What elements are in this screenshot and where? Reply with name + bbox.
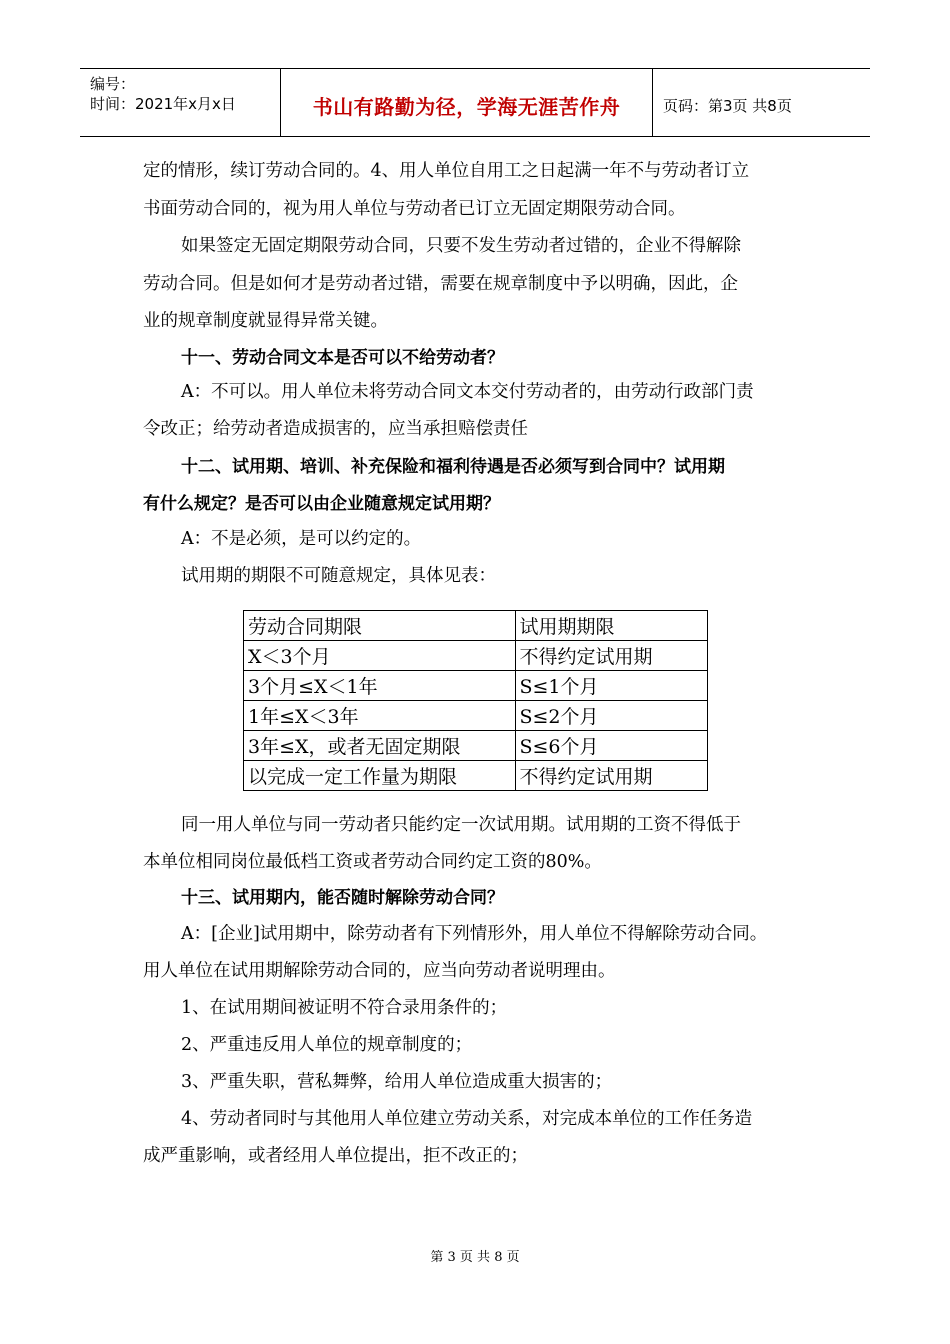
paragraph-line: 用人单位在试用期解除劳动合同的，应当向劳动者说明理由。 bbox=[143, 961, 616, 981]
document-header bbox=[80, 68, 870, 137]
header-motto-cell bbox=[281, 69, 653, 136]
table-row bbox=[244, 761, 708, 791]
table-cell: S≤2个月 bbox=[515, 701, 708, 731]
document-code: 编号： bbox=[90, 75, 136, 93]
table-cell: 以完成一定工作量为期限 bbox=[244, 761, 516, 791]
table-header-cell: 劳动合同期限 bbox=[244, 611, 516, 641]
list-item: 1、在试用期间被证明不符合录用条件的； bbox=[181, 998, 508, 1018]
table-cell: S≤1个月 bbox=[515, 671, 708, 701]
table-row bbox=[244, 641, 708, 671]
table-header-cell: 试用期期限 bbox=[515, 611, 708, 641]
header-page-cell bbox=[653, 69, 870, 136]
paragraph-line: 试用期的期限不可随意规定，具体见表： bbox=[181, 566, 496, 586]
section-heading: 十三、试用期内，能否随时解除劳动合同？ bbox=[181, 888, 504, 908]
paragraph-line: 劳动合同。但是如何才是劳动者过错，需要在规章制度中予以明确，因此，企 bbox=[143, 274, 738, 294]
list-item: 3、严重失职，营私舞弊，给用人单位造成重大损害的； bbox=[181, 1072, 613, 1092]
paragraph-line: 书面劳动合同的，视为用人单位与劳动者已订立无固定期限劳动合同。 bbox=[143, 199, 686, 219]
paragraph-line: 成严重影响，或者经用人单位提出，拒不改正的； bbox=[143, 1146, 528, 1166]
paragraph-line: A：[企业]试用期中，除劳动者有下列情形外，用人单位不得解除劳动合同。 bbox=[181, 924, 768, 944]
table-row bbox=[244, 671, 708, 701]
table-header-row bbox=[244, 611, 708, 641]
list-item: 2、严重违反用人单位的规章制度的； bbox=[181, 1035, 473, 1055]
document-date: 时间：2021年x月x日 bbox=[90, 95, 236, 113]
table-row bbox=[244, 731, 708, 761]
paragraph-line: 本单位相同岗位最低档工资或者劳动合同约定工资的80%。 bbox=[143, 852, 602, 872]
table-cell: S≤6个月 bbox=[515, 731, 708, 761]
header-page-info: 页码：第3页 共8页 bbox=[663, 97, 792, 115]
table-row bbox=[244, 701, 708, 731]
paragraph-line: A：不是必须，是可以约定的。 bbox=[181, 529, 422, 549]
table-cell: X＜3个月 bbox=[244, 641, 516, 671]
probation-period-table bbox=[243, 610, 708, 791]
paragraph-line: 定的情形，续订劳动合同的。4、用人单位自用工之日起满一年不与劳动者订立 bbox=[143, 161, 750, 181]
paragraph-line: 如果签定无固定期限劳动合同，只要不发生劳动者过错的，企业不得解除 bbox=[181, 236, 741, 256]
header-motto: 书山有路勤为径，学海无涯苦作舟 bbox=[312, 95, 621, 119]
section-heading: 十二、试用期、培训、补充保险和福利待遇是否必须写到合同中？试用期 bbox=[181, 457, 725, 477]
list-item: 4、劳动者同时与其他用人单位建立劳动关系，对完成本单位的工作任务造 bbox=[181, 1109, 753, 1129]
paragraph-line: A：不可以。用人单位未将劳动合同文本交付劳动者的，由劳动行政部门责 bbox=[181, 382, 754, 402]
table-cell: 不得约定试用期 bbox=[515, 641, 708, 671]
table-cell: 3个月≤X＜1年 bbox=[244, 671, 516, 701]
section-heading: 有什么规定？是否可以由企业随意规定试用期？ bbox=[143, 494, 500, 514]
paragraph-line: 业的规章制度就显得异常关键。 bbox=[143, 311, 388, 331]
table-cell: 3年≤X，或者无固定期限 bbox=[244, 731, 516, 761]
header-meta-cell bbox=[80, 69, 281, 136]
paragraph-line: 同一用人单位与同一劳动者只能约定一次试用期。试用期的工资不得低于 bbox=[181, 815, 741, 835]
page-footer: 第 3 页 共 8 页 bbox=[430, 1250, 520, 1265]
table-cell: 1年≤X＜3年 bbox=[244, 701, 516, 731]
paragraph-line: 令改正；给劳动者造成损害的，应当承担赔偿责任 bbox=[143, 419, 528, 439]
section-heading: 十一、劳动合同文本是否可以不给劳动者？ bbox=[181, 348, 504, 368]
table-cell: 不得约定试用期 bbox=[515, 761, 708, 791]
